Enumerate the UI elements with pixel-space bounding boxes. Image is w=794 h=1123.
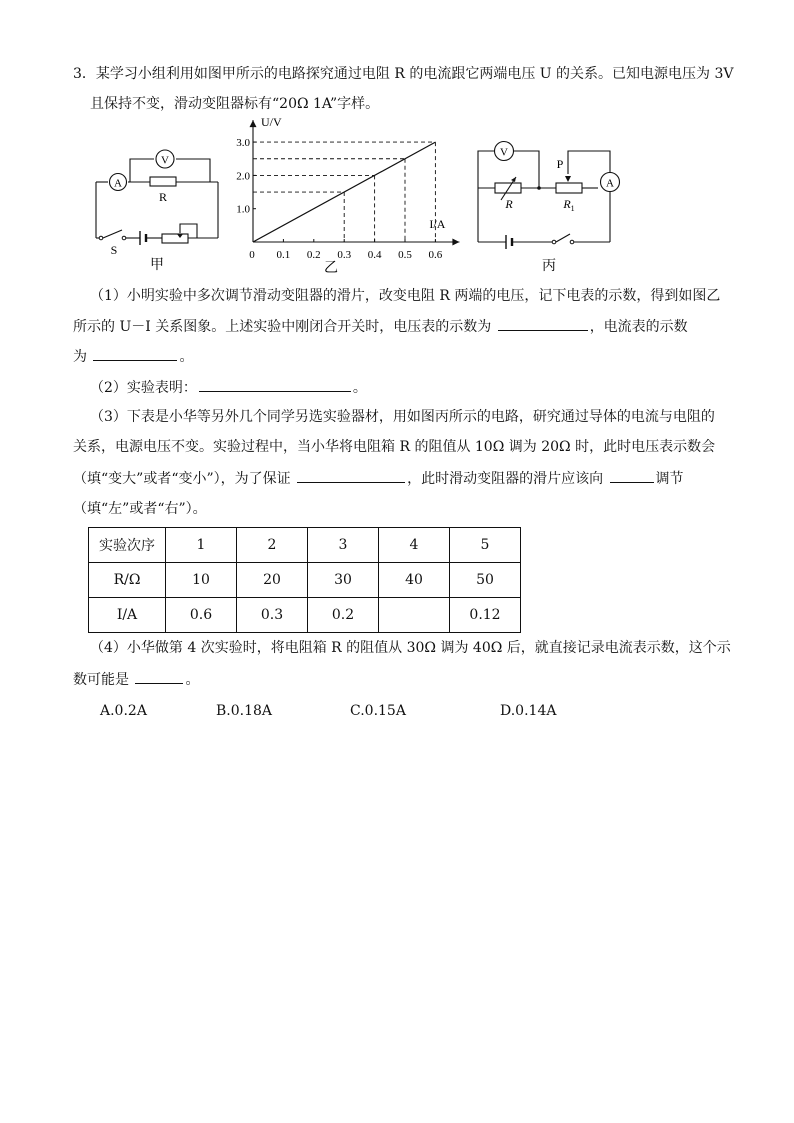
figure-bing-caption: 丙 (542, 259, 556, 274)
figure-bing-circuit (470, 130, 630, 275)
part1-text-c: 为 (73, 349, 87, 365)
conclusion-answer-blank[interactable] (199, 377, 351, 392)
part3-line4: （填“左”或者“右”）。 (73, 501, 207, 517)
option-a[interactable]: A.0.2A (100, 703, 147, 719)
part3-line3 (73, 468, 684, 489)
table-cell: 0.2 (308, 598, 379, 633)
current-answer-blank[interactable] (93, 346, 177, 361)
part3-text-a: （填“变大”或者“变小”），为了保证 (73, 471, 291, 487)
table-cell: 20 (237, 563, 308, 598)
rheostat-label: $R_1$ (563, 197, 575, 213)
part3-line1: （3）下表是小华等另外几个同学另选实验器材，用如图丙所示的电路，研究通过导体的电流与电阻的 (90, 409, 715, 425)
part4-text-a: 数可能是 (73, 672, 129, 688)
part4-line2 (73, 669, 199, 690)
part3-line2: 关系，电源电压不变。实验过程中，当小华将电阻箱 R 的阻值从 10Ω 调为 20Ω 时，此时电压表示数会 (73, 439, 716, 455)
table-cell: 30 (308, 563, 379, 598)
figure-yi-caption: 乙 (324, 261, 338, 276)
question-intro-line1 (73, 64, 734, 84)
direction-answer-blank[interactable] (610, 468, 654, 483)
origin-label: 0 (249, 249, 255, 261)
table-cell: I/A (89, 598, 166, 633)
y-tick-label: 3.0 (236, 137, 250, 150)
resistor-box-label: R (505, 197, 513, 211)
part3-text-b: ，此时滑动变阻器的滑片应该向 (407, 471, 604, 487)
resistor-label: R (158, 190, 168, 204)
x-axis-label: I/A (429, 217, 446, 231)
figure-jia-caption: 甲 (150, 258, 164, 273)
y-tick-label: 2.0 (236, 170, 250, 183)
x-tick-label: 0.5 (398, 249, 412, 261)
table-header-cell: 5 (450, 528, 521, 563)
table-header-cell: 实验次序 (89, 528, 166, 563)
x-tick-label: 0.6 (428, 249, 443, 261)
part2-text-b: 。 (352, 380, 367, 396)
switch-label: S (110, 243, 118, 257)
part3-text-c: 调节 (655, 471, 684, 487)
experiment-data-table (88, 527, 521, 633)
table-row (89, 563, 521, 598)
voltage-answer-blank[interactable] (498, 316, 588, 331)
question-intro-line2: 且保持不变，滑动变阻器标有“20Ω 1A”字样。 (90, 96, 380, 112)
option-b[interactable]: B.0.18A (216, 703, 273, 719)
y-axis-arrow (250, 120, 257, 127)
table-cell: 0.6 (166, 598, 237, 633)
ammeter-label: A (114, 177, 122, 190)
x-tick-label: 0.3 (337, 249, 352, 261)
table-cell: 40 (379, 563, 450, 598)
table-cell: 10 (166, 563, 237, 598)
table-header-cell: 2 (237, 528, 308, 563)
table-row (89, 598, 521, 633)
x-axis-arrow (452, 239, 459, 246)
series-line-u-i (253, 142, 435, 242)
figure-jia-circuit (90, 140, 230, 275)
voltmeter-label: V (161, 154, 169, 167)
part1-line1: （1）小明实验中多次调节滑动变阻器的滑片，改变电阻 R 两端的电压，记下电表的示数，得到如图乙 (90, 288, 721, 304)
option-c[interactable]: C.0.15A (350, 703, 406, 719)
x-tick-label: 0.2 (306, 249, 321, 261)
table-header-row (89, 528, 521, 563)
slider-label: P (556, 157, 564, 171)
part1-line3 (73, 346, 193, 367)
table-cell: R/Ω (89, 563, 166, 598)
table-cell: 0.12 (450, 598, 521, 633)
figure-yi-chart (236, 116, 476, 276)
part1-text-d: 。 (179, 349, 194, 365)
table-cell: 50 (450, 563, 521, 598)
part1-line2 (73, 316, 688, 337)
part1-text-a: 所示的 U－I 关系图象。上述实验中刚闭合开关时，电压表的示数为 (73, 319, 492, 335)
table-cell: 0.3 (237, 598, 308, 633)
part2-text-a: （2）实验表明： (90, 380, 197, 396)
table-header-cell: 3 (308, 528, 379, 563)
question-number: 3． (73, 66, 96, 82)
y-tick-label: 1.0 (236, 203, 250, 216)
voltmeter-label: V (500, 146, 508, 159)
part4-text-b: 。 (185, 672, 200, 688)
table-header-cell: 4 (379, 528, 450, 563)
table-header-cell: 1 (166, 528, 237, 563)
x-tick-label: 0.4 (367, 249, 382, 261)
current-estimate-answer-blank[interactable] (135, 669, 183, 684)
keep-constant-answer-blank[interactable] (297, 468, 405, 483)
y-axis-label: U/V (261, 116, 282, 130)
intro-text-1: 某学习小组利用如图甲所示的电路探究通过电阻 R 的电流跟它两端电压 U 的关系。已知电源电压为 3V (95, 66, 734, 82)
part4-line1: （4）小华做第 4 次实验时，将电阻箱 R 的阻值从 30Ω 调为 40Ω 后，就直接记录电流表示数，这个示 (90, 640, 731, 656)
ammeter-label: A (606, 177, 614, 190)
table-cell (379, 598, 450, 633)
part1-text-b: ，电流表的示数 (589, 319, 688, 335)
x-tick-label: 0.1 (276, 249, 291, 261)
part2-line (90, 377, 367, 398)
option-d[interactable]: D.0.14A (500, 703, 557, 719)
